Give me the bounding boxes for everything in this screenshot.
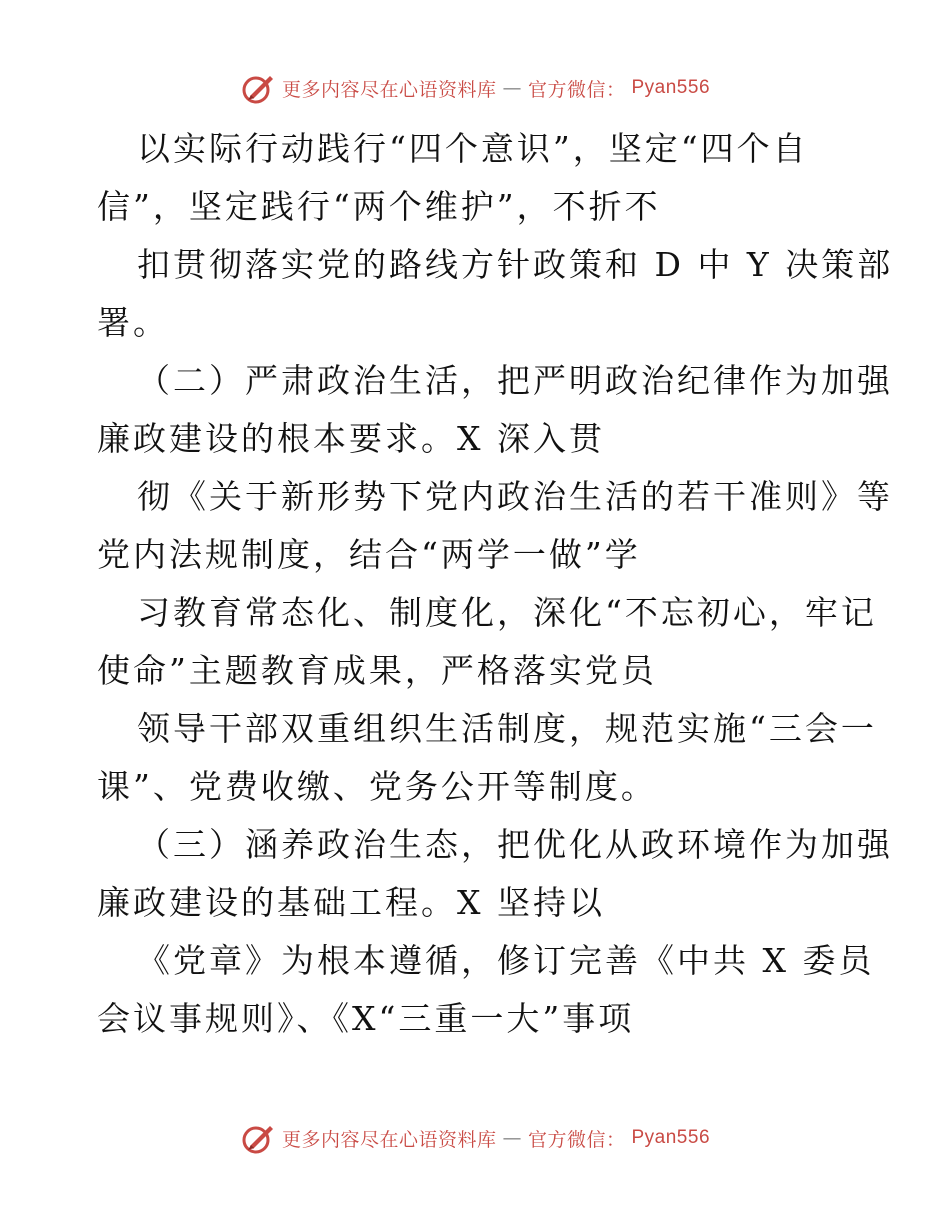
- text-line: 扣贯彻落实党的路线方针政策和 D 中 Y 决策部: [137, 245, 894, 284]
- text-line: 习教育常态化、制度化，深化“不忘初心，牢记: [137, 593, 877, 632]
- footer-watermark: [0, 1118, 950, 1158]
- text-line: 署。: [97, 303, 169, 342]
- text-line: （二）严肃政治生活，把严明政治纪律作为加强: [137, 361, 893, 400]
- header-watermark: [0, 68, 950, 108]
- watermark-id: Pyan556: [631, 77, 711, 98]
- text-line: 廉政建设的基础工程。X 坚持以: [97, 883, 605, 922]
- text-line: 党内法规制度，结合“两学一做”学: [97, 535, 641, 574]
- text-line: 以实际行动践行“四个意识”，坚定“四个自: [137, 129, 809, 168]
- text-line: 课”、党费收缴、党务公开等制度。: [97, 767, 657, 806]
- text-line: （三）涵养政治生态，把优化从政环境作为加强: [137, 825, 893, 864]
- watermark-text: 更多内容尽在心语资料库: [281, 78, 497, 101]
- watermark-separator: —: [502, 1127, 522, 1149]
- text-line: 廉政建设的根本要求。X 深入贯: [97, 419, 605, 458]
- text-line: 信”，坚定践行“两个维护”，不折不: [97, 187, 661, 226]
- watermark-separator: —: [502, 77, 522, 99]
- text-line: 彻《关于新形势下党内政治生活的若干准则》等: [137, 477, 893, 516]
- text-line: 《党章》为根本遵循，修订完善《中共 X 委员: [137, 941, 875, 980]
- text-line: 使命”主题教育成果，严格落实党员: [97, 651, 657, 690]
- watermark-official: 官方微信：: [527, 1128, 626, 1151]
- text-line: 领导干部双重组织生活制度，规范实施“三会一: [137, 709, 877, 748]
- watermark-official: 官方微信：: [527, 78, 626, 101]
- quill-logo-icon: [240, 70, 276, 106]
- watermark-text: 更多内容尽在心语资料库: [281, 1128, 497, 1151]
- document-body: [97, 120, 894, 1048]
- quill-logo-icon: [240, 1120, 276, 1156]
- text-line: 会议事规则》、《X“三重一大”事项: [97, 999, 635, 1038]
- watermark-id: Pyan556: [631, 1127, 711, 1148]
